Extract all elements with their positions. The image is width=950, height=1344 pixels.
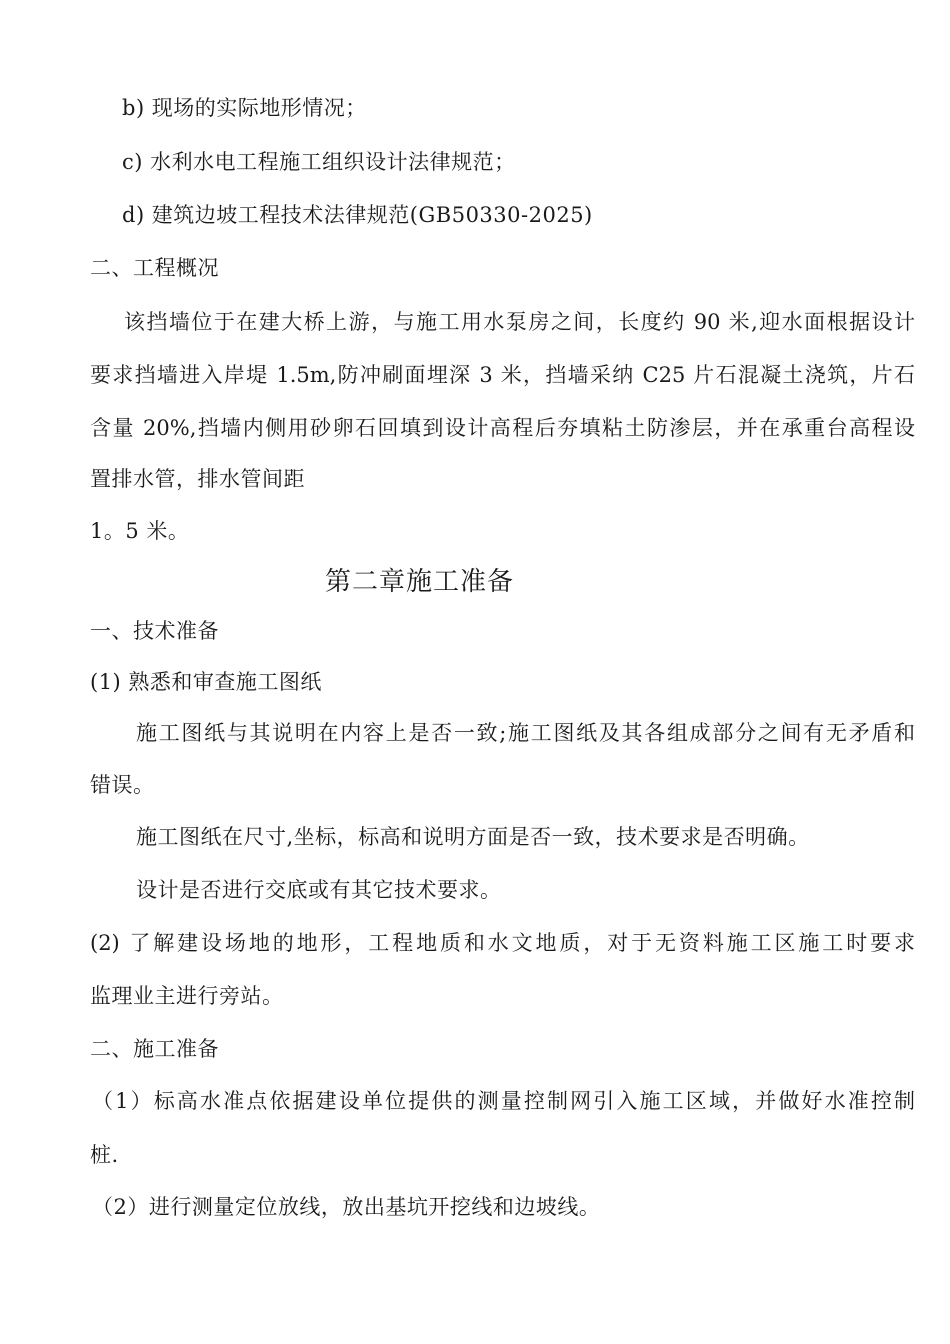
tech-prep-heading: 一、技术准备 xyxy=(90,619,219,643)
overview-paragraph-line-4: 置排水管，排水管间距 xyxy=(90,467,305,491)
tech-item-1-paragraph-2: 施工图纸在尺寸,坐标，标高和说明方面是否一致，技术要求是否明确。 xyxy=(136,825,810,849)
construction-prep-heading: 二、施工准备 xyxy=(90,1037,219,1061)
tech-item-2-line-2: 监理业主进行旁站。 xyxy=(90,984,284,1008)
tech-item-1-paragraph-3: 设计是否进行交底或有其它技术要求。 xyxy=(136,878,502,902)
tech-item-1-title: (1) 熟悉和审查施工图纸 xyxy=(90,670,322,694)
overview-paragraph-line-1: 该挡墙位于在建大桥上游，与施工用水泵房之间，长度约 90 米,迎水面根据设计 xyxy=(124,310,915,334)
overview-paragraph-line-5: 1。5 米。 xyxy=(90,519,190,543)
overview-paragraph-line-2: 要求挡墙进入岸堤 1.5m,防冲刷面埋深 3 米，挡墙采纳 C25 片石混凝土浇筑，片石 xyxy=(90,363,915,387)
basis-item-d: d) 建筑边坡工程技术法律规范(GB50330-2025) xyxy=(122,203,593,227)
tech-item-2-line-1: (2) 了解建设场地的地形，工程地质和水文地质，对于无资料施工区施工时要求 xyxy=(90,931,915,955)
tech-item-1-paragraph-line-2: 错误。 xyxy=(90,773,155,797)
overview-heading: 二、工程概况 xyxy=(90,256,219,280)
construction-item-2: （2）进行测量定位放线，放出基坑开挖线和边坡线。 xyxy=(92,1195,601,1219)
overview-paragraph-line-3: 含量 20%,挡墙内侧用砂卵石回填到设计高程后夯填粘土防渗层，并在承重台高程设 xyxy=(90,416,915,440)
construction-item-1-line-2: 桩. xyxy=(90,1143,119,1167)
chapter-title: 第二章施工准备 xyxy=(325,567,515,597)
construction-item-1-line-1: （1）标高水准点依据建设单位提供的测量控制网引入施工区域，并做好水准控制 xyxy=(92,1089,915,1113)
basis-item-c: c) 水利水电工程施工组织设计法律规范； xyxy=(122,150,516,174)
tech-item-1-paragraph-line-1: 施工图纸与其说明在内容上是否一致;施工图纸及其各组成部分之间有无矛盾和 xyxy=(136,721,915,745)
basis-item-b: b) 现场的实际地形情况； xyxy=(122,96,367,120)
